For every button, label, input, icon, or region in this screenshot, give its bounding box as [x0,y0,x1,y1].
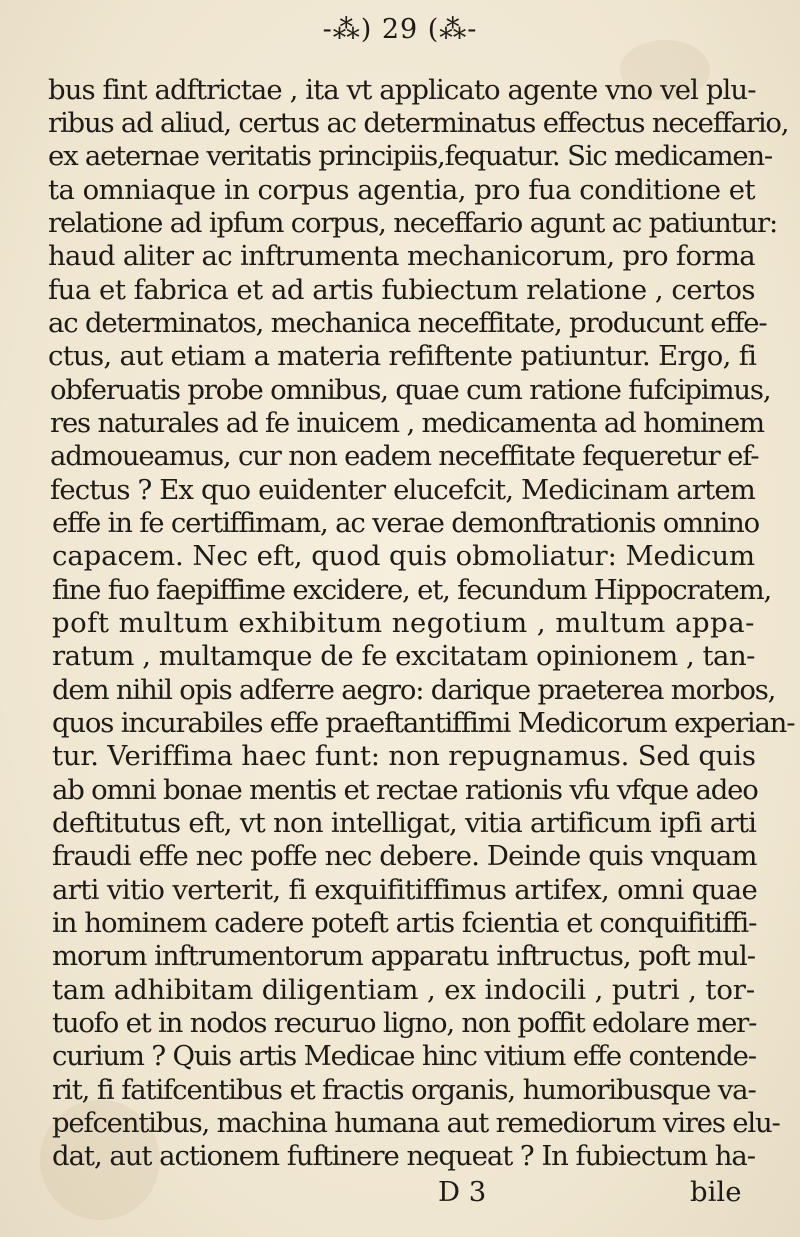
text-line: dem nihil opis adferre aegro: darique praeterea morbos, [52,674,776,706]
text-line: res naturales ad fe inuicem , medicamenta ad hominem [50,407,764,439]
page-footer [0,1172,800,1218]
text-line: curium ? Quis artis Medicae hinc vitium effe contende- [52,1040,756,1072]
text-line: in hominem cadere poteft artis fcientia et conquifitiffi- [52,907,757,939]
text-line: fraudi effe nec poffe nec debere. Deinde quis vnquam [52,840,757,872]
text-line: ab omni bonae mentis et rectae rationis vfu vfque adeo [52,774,758,806]
text-line: fua et fabrica et ad artis fubiectum relatione , certos [48,274,755,306]
text-line: quos incurabiles effe praeftantiffimi Medicorum experian- [52,707,795,739]
signature-mark: D 3 [438,1176,487,1208]
text-line: relatione ad ipfum corpus, neceffario agunt ac patiuntur: [48,207,778,239]
text-line: pefcentibus, machina humana aut remediorum vires elu- [52,1107,780,1139]
text-line: arti vitio verterit, fi exquifitiffimus artifex, omni quae [52,874,758,906]
text-line: tur. Veriffima haec funt: non repugnamus. Sed quis [52,740,756,772]
text-line: ratum , multamque de fe excitatam opinionem , tan- [52,640,755,672]
text-line: ex aeternae veritatis principiis,fequatur. Sic medicamen- [48,140,772,172]
running-head: -⁂) 29 (⁂- [322,14,478,45]
text-line: ribus ad aliud, certus ac determinatus effectus neceffario, [48,107,789,139]
text-line: ac determinatos, mechanica neceffitate, producunt effe- [48,307,767,339]
text-line: poft multum exhibitum negotium , multum appa- [52,607,755,639]
text-line: admoueamus, cur non eadem neceffitate fequeretur ef- [50,440,759,472]
text-line: deftitutus eft, vt non intelligat, vitia artificum ipfi arti [52,807,757,839]
text-line: dat, aut actionem fuftinere nequeat ? In fubiectum ha- [52,1140,755,1172]
text-line: haud aliter ac inftrumenta mechanicorum, pro forma [48,240,755,272]
text-line: capacem. Nec eft, quod quis obmoliatur: Medicum [52,540,755,572]
text-line: ta omniaque in corpus agentia, pro fua conditione et [48,174,755,206]
text-line: obferuatis probe omnibus, quae cum ratione fufcipimus, [50,374,771,406]
text-line: fine fuo faepiffime excidere, et, fecundum Hippocratem, [52,574,771,606]
text-line: fectus ? Ex quo euidenter elucefcit, Medicinam artem [50,474,755,506]
text-line: tuofo et in nodos recuruo ligno, non poffit edolare mer- [52,1007,757,1039]
text-line: rit, fi fatifcentibus et fractis organis, humoribusque va- [52,1074,756,1106]
text-line: morum inftrumentorum apparatu inftructus, poft mul- [52,940,755,972]
text-line: effe in fe certiffimam, ac verae demonftrationis omnino [52,507,760,539]
catchword: bile [690,1176,742,1208]
text-line: tam adhibitam diligentiam , ex indocili , putri , tor- [52,974,755,1006]
text-line: bus fint adftrictae , ita vt applicato agente vno vel plu- [48,74,756,106]
text-line: ctus, aut etiam a materia refiftente patiuntur. Ergo, fi [48,340,757,372]
